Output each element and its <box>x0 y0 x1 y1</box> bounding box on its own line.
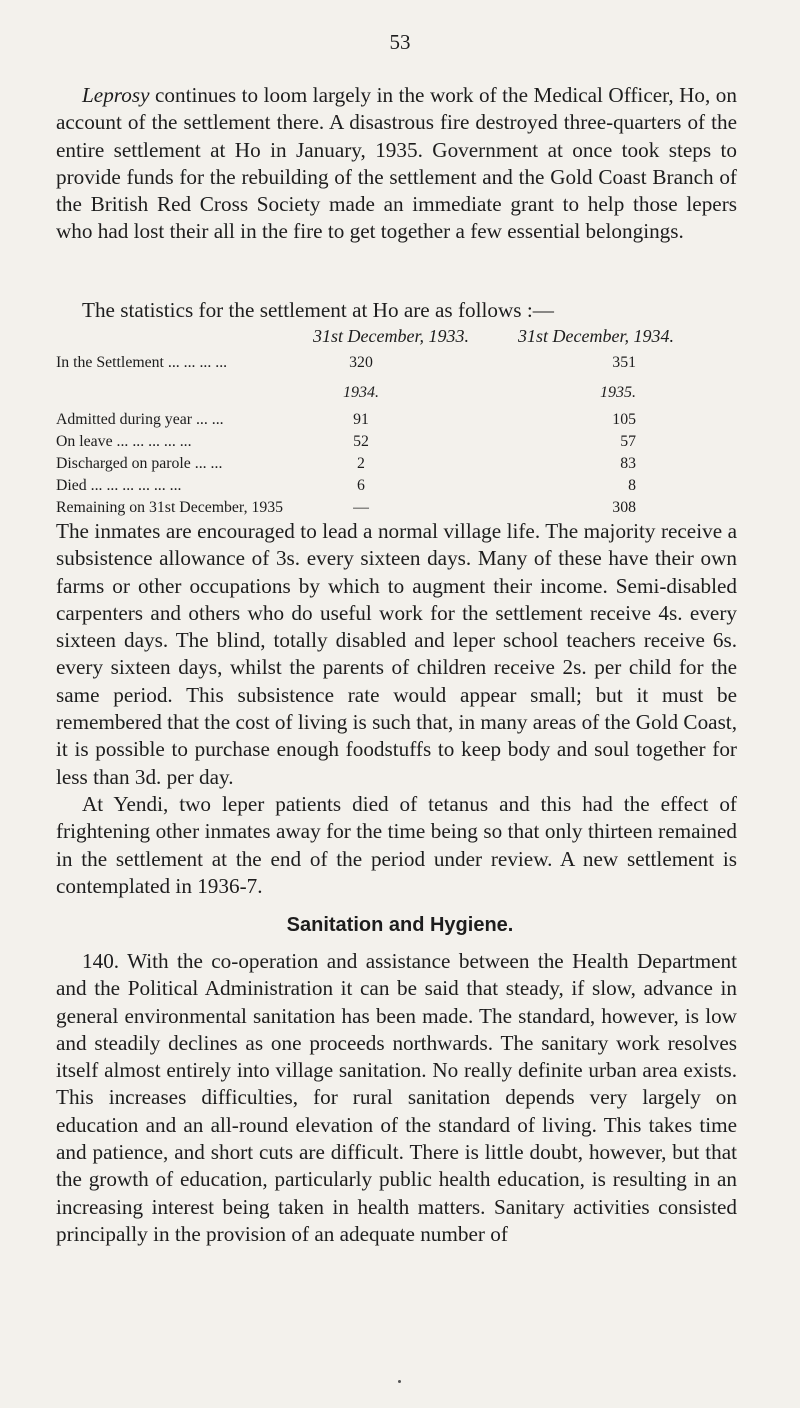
row-admitted <box>56 411 737 433</box>
row-value-1: 6 <box>357 477 365 494</box>
leprosy-first-word: Leprosy <box>82 83 150 107</box>
row-value-2: 105 <box>612 411 636 428</box>
row-label: In the Settlement ... ... ... ... <box>56 354 228 371</box>
year-header-2: 1935. <box>600 384 636 401</box>
header-date-2: 31st December, 1934. <box>518 326 674 346</box>
row-value-2: 57 <box>620 433 636 450</box>
sanitation-text: 140. With the co-operation and assistance between the Health Department and the Political Administration it can be said that steady, if slow, advance in general environmental sanitation has been made. The standard, however, is low and steadily declines as one proceeds northwards. The sanitary work resolves itself almost entirely into village sanitation. No really definite urban area exists. This increases difficulties, for rural sanitation depends very largely on education and an all-round elevation of the standard of living. This takes time and patience, and short cuts are difficult. There is little doubt, however, but that the growth of education, particularly public health education, is resulting in an increasing interest being taken in health matters. Sanitary activities consisted principally in the provision of an adequate number of <box>56 949 737 1246</box>
leprosy-text: continues to loom largely in the work of the Medical Officer, Ho, on account of the settlement there. A disastrous fire destroyed three-quarters of the entire settlement at Ho in January, 1935. Government at once took steps to provide funds for the rebuilding of the settlement and the Gold Coast Branch of the British Red Cross Society made an immediate grant to help those lepers who had lost their all in the fire to get together a few essential belongings. <box>56 83 737 244</box>
row-on-leave <box>56 433 737 455</box>
sanitation-paragraph <box>56 948 737 1248</box>
leprosy-paragraph <box>56 82 737 246</box>
row-label: Admitted during year ... ... <box>56 411 224 428</box>
row-value-1: 2 <box>357 455 365 472</box>
inmates-text: The inmates are encouraged to lead a normal village life. The majority receive a subsistence allowance of 3s. every sixteen days. Many of these have their own farms or other occupations by which to augment their income. Semi-disabled carpenters and others who do useful work for the settlement receive 4s. every sixteen days. The blind, totally disabled and leper school teachers receive 6s. every sixteen days, whilst the parents of children receive 2s. per child for the same period. This subsistence rate would appear small; but it must be remembered that the cost of living is such that, in many areas of the Gold Coast, it is possible to purchase enough foodstuffs to keep body and soul together for less than 3d. per day. <box>56 519 737 789</box>
inmates-paragraph <box>56 518 737 791</box>
year-header-1: 1934. <box>343 384 379 401</box>
row-value-2: 351 <box>612 354 636 371</box>
row-label: Died ... ... ... ... ... ... <box>56 477 182 494</box>
statistics-intro <box>56 297 737 324</box>
row-label: Remaining on 31st December, 1935 <box>56 499 284 516</box>
row-value-1: 91 <box>353 411 369 428</box>
row-value-1: 52 <box>353 433 369 450</box>
row-in-settlement <box>56 354 737 376</box>
row-value-1: 320 <box>349 354 373 371</box>
row-value-2: 8 <box>628 477 636 494</box>
row-value-1: — <box>353 499 369 516</box>
row-label: Discharged on parole ... ... <box>56 455 223 472</box>
page-number: 53 <box>389 30 411 54</box>
row-value-2: 83 <box>620 455 636 472</box>
row-year-headers <box>56 384 737 406</box>
row-died <box>56 477 737 499</box>
row-discharged <box>56 455 737 477</box>
speck-mark <box>398 1380 401 1383</box>
header-date-1: 31st December, 1933. <box>313 326 469 346</box>
yendi-paragraph <box>56 791 737 900</box>
statistics-intro-text: The statistics for the settlement at Ho are as follows :— <box>82 298 554 322</box>
yendi-text: At Yendi, two leper patients died of tetanus and this had the effect of frightening other inmates away for the time being so that only thirteen remained in the settlement at the end of the period under review. A new settlement is contemplated in 1936-7. <box>56 792 737 898</box>
row-label: On leave ... ... ... ... ... <box>56 433 192 450</box>
row-value-2: 308 <box>612 499 636 516</box>
section-heading: Sanitation and Hygiene. <box>286 914 514 936</box>
